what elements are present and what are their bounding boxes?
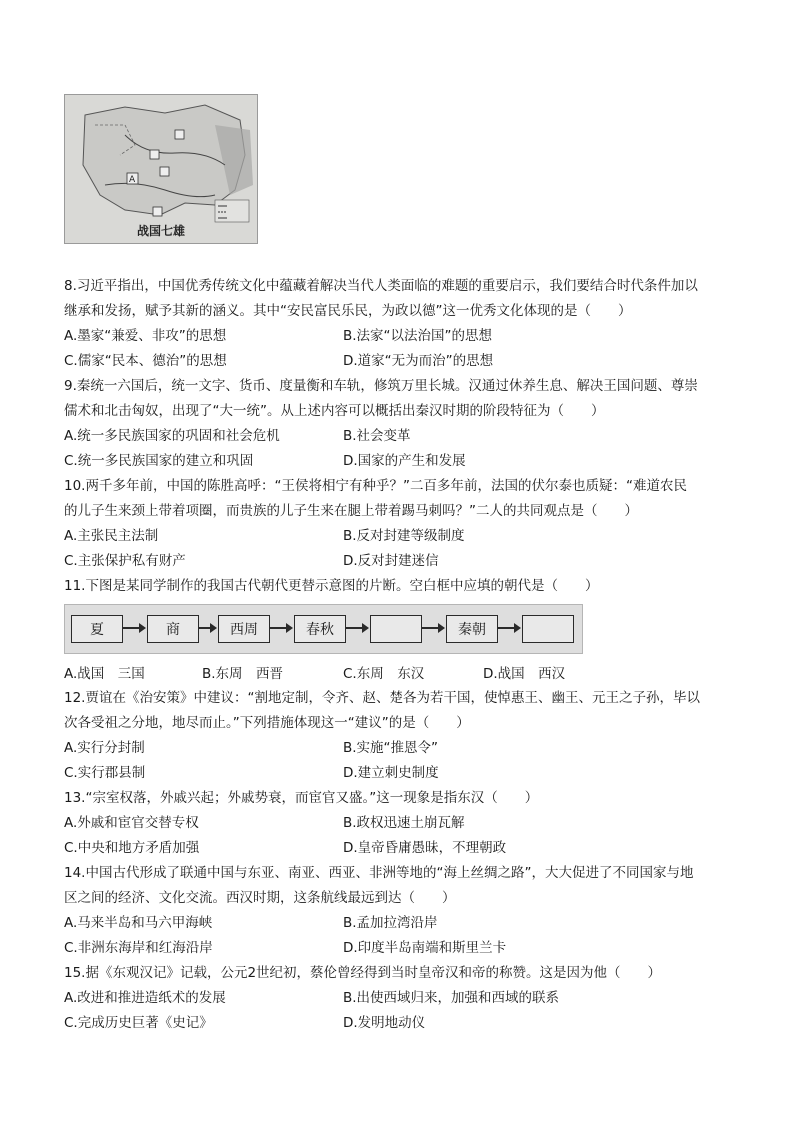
q9-option-c[interactable]: C.统一多民族国家的建立和巩固 bbox=[64, 453, 254, 469]
timeline-arrow bbox=[199, 627, 215, 629]
q9-option-d[interactable]: D.国家的产生和发展 bbox=[343, 453, 466, 469]
map-drawing bbox=[65, 95, 257, 243]
timeline-box-xia: 夏 bbox=[71, 615, 123, 643]
q12-option-c[interactable]: C.实行郡县制 bbox=[64, 765, 146, 781]
q11-option-b[interactable]: B.东周 西晋 bbox=[202, 666, 284, 682]
q14-option-a[interactable]: A.马来半岛和马六甲海峡 bbox=[64, 915, 213, 931]
timeline-arrow bbox=[498, 627, 519, 629]
timeline-box-shang: 商 bbox=[147, 615, 199, 643]
question-8-line-2: 继承和发扬，赋予其新的涵义。其中“安民富民乐民，为政以德”这一优秀文化体现的是（ ） bbox=[64, 303, 632, 319]
q11-option-d[interactable]: D.战国 西汉 bbox=[483, 666, 566, 682]
question-9-line-2: 儒术和北击匈奴，出现了“大一统”。从上述内容可以概括出秦汉时期的阶段特征为（ ） bbox=[64, 403, 605, 419]
timeline-arrow bbox=[270, 627, 291, 629]
question-15-line-1: 15.据《东观汉记》记载，公元2世纪初，蔡伦曾经得到当时皇帝汉和帝的称赞。这是因为他（ ） bbox=[64, 965, 662, 981]
question-8-line-1: 8.习近平指出，中国优秀传统文化中蕴藏着解决当代人类面临的难题的重要启示，我们要结合时代条件加以 bbox=[64, 278, 698, 294]
question-14-line-1: 14.中国古代形成了联通中国与东亚、南亚、西亚、非洲等地的“海上丝绸之路”，大大促进了不同国家与地 bbox=[64, 865, 694, 881]
question-14-line-2: 区之间的经济、文化交流。西汉时期，这条航线最远到达（ ） bbox=[64, 890, 456, 906]
map-box-label: A bbox=[129, 175, 136, 185]
q10-option-d[interactable]: D.反对封建迷信 bbox=[343, 553, 439, 569]
dynasty-timeline bbox=[64, 604, 583, 654]
q14-option-b[interactable]: B.孟加拉湾沿岸 bbox=[343, 915, 438, 931]
q11-option-a[interactable]: A.战国 三国 bbox=[64, 666, 145, 682]
q12-option-d[interactable]: D.建立刺史制度 bbox=[343, 765, 439, 781]
q15-option-c[interactable]: C.完成历史巨著《史记》 bbox=[64, 1015, 213, 1031]
question-11-line-1: 11.下图是某同学制作的我国古代朝代更替示意图的片断。空白框中应填的朝代是（ ） bbox=[64, 578, 599, 594]
q13-option-b[interactable]: B.政权迅速土崩瓦解 bbox=[343, 815, 465, 831]
timeline-arrow bbox=[123, 627, 144, 629]
warring-states-map bbox=[64, 94, 258, 244]
q12-option-a[interactable]: A.实行分封制 bbox=[64, 740, 145, 756]
timeline-box-qin: 秦朝 bbox=[446, 615, 498, 643]
q8-option-a[interactable]: A.墨家“兼爱、非攻”的思想 bbox=[64, 328, 227, 344]
q8-option-c[interactable]: C.儒家“民本、德治”的思想 bbox=[64, 353, 227, 369]
q10-option-c[interactable]: C.主张保护私有财产 bbox=[64, 553, 186, 569]
q8-option-d[interactable]: D.道家“无为而治”的思想 bbox=[343, 353, 494, 369]
question-13-line-1: 13.“宗室权落，外戚兴起；外戚势衰，而宦官又盛。”这一现象是指东汉（ ） bbox=[64, 790, 539, 806]
q15-option-a[interactable]: A.改进和推进造纸术的发展 bbox=[64, 990, 226, 1006]
q10-option-a[interactable]: A.主张民主法制 bbox=[64, 528, 159, 544]
question-9-line-1: 9.秦统一六国后，统一文字、货币、度量衡和车轨，修筑万里长城。汉通过休养生息、解决王国问题、尊崇 bbox=[64, 378, 698, 394]
q13-option-c[interactable]: C.中央和地方矛盾加强 bbox=[64, 840, 200, 856]
timeline-box-spring-autumn: 春秋 bbox=[294, 615, 346, 643]
question-10-line-2: 的儿子生来颈上带着项圈，而贵族的儿子生来在腿上带着踢马刺吗？”二人的共同观点是（ ） bbox=[64, 503, 638, 519]
q13-option-a[interactable]: A.外戚和宦官交替专权 bbox=[64, 815, 199, 831]
q9-option-a[interactable]: A.统一多民族国家的巩固和社会危机 bbox=[64, 428, 280, 444]
q15-option-b[interactable]: B.出使西域归来，加强和西域的联系 bbox=[343, 990, 560, 1006]
q11-option-c[interactable]: C.东周 东汉 bbox=[343, 666, 425, 682]
q8-option-b[interactable]: B.法家“以法治国”的思想 bbox=[343, 328, 493, 344]
q9-option-b[interactable]: B.社会变革 bbox=[343, 428, 411, 444]
map-caption: 战国七雄 bbox=[136, 224, 185, 238]
q15-option-d[interactable]: D.发明地动仪 bbox=[343, 1015, 426, 1031]
question-10-line-1: 10.两千多年前，中国的陈胜高呼：“王侯将相宁有种乎？”二百多年前，法国的伏尔泰也质疑：“难道农民 bbox=[64, 478, 687, 494]
q13-option-d[interactable]: D.皇帝昏庸愚昧，不理朝政 bbox=[343, 840, 507, 856]
timeline-box-blank-2[interactable] bbox=[522, 615, 574, 643]
timeline-box-western-zhou: 西周 bbox=[218, 615, 270, 643]
question-12-line-2: 次各受祖之分地，地尽而止。”下列措施体现这一“建议”的是（ ） bbox=[64, 715, 470, 731]
q12-option-b[interactable]: B.实施“推恩令” bbox=[343, 740, 439, 756]
q10-option-b[interactable]: B.反对封建等级制度 bbox=[343, 528, 465, 544]
timeline-arrow bbox=[346, 627, 367, 629]
q14-option-d[interactable]: D.印度半岛南端和斯里兰卡 bbox=[343, 940, 507, 956]
question-12-line-1: 12.贾谊在《治安策》中建议：“割地定制，令齐、赵、楚各为若干国，使悼惠王、幽王、元王之子孙，毕以 bbox=[64, 690, 700, 706]
timeline-box-blank-1[interactable] bbox=[370, 615, 422, 643]
timeline-arrow bbox=[422, 627, 443, 629]
q14-option-c[interactable]: C.非洲东海岸和红海沿岸 bbox=[64, 940, 213, 956]
